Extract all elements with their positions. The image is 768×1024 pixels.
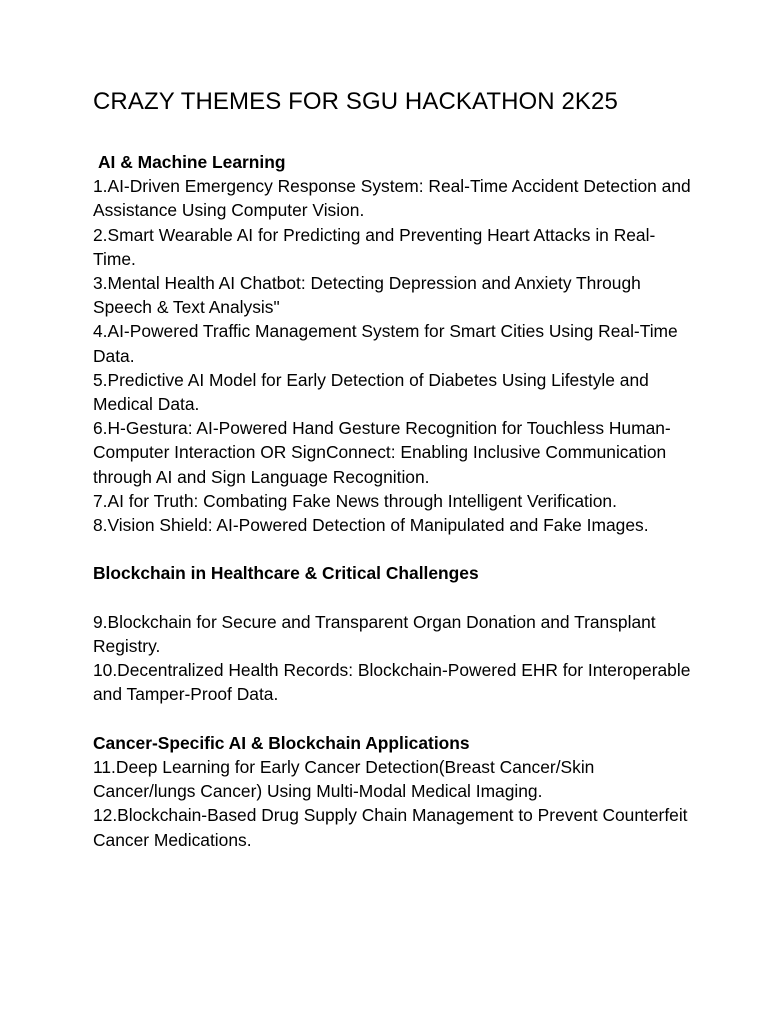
list-item: 3.Mental Health AI Chatbot: Detecting Depression and Anxiety Through Speech & Text Analysis" [93,273,641,318]
list-item: 11.Deep Learning for Early Cancer Detection(Breast Cancer/Skin Cancer/lungs Cancer) Using Multi-Modal Medical Imaging. [93,757,595,802]
list-item: 10.Decentralized Health Records: Blockchain-Powered EHR for Interoperable and Tamper-Proof Data. [93,660,691,705]
list-item: 2.Smart Wearable AI for Predicting and Preventing Heart Attacks in Real-Time. [93,224,656,269]
spacer [93,586,693,610]
spacer [93,537,693,561]
section-heading-ai-ml: AI & Machine Learning [98,152,286,172]
section-heading-cancer-ai-blockchain: Cancer-Specific AI & Blockchain Applications [93,732,470,753]
document-body [93,150,693,852]
list-item: 9.Blockchain for Secure and Transparent Organ Donation and Transplant Registry. [93,611,656,657]
section-heading-blockchain-healthcare: Blockchain in Healthcare & Critical Challenges [93,563,479,584]
list-item: 6.H-Gestura: AI-Powered Hand Gesture Recognition for Touchless Human-Computer Interaction OR SignConnect: Enabling Inclusive Communication through AI and Sign Language Recognition. [93,418,671,487]
list-item: 5.Predictive AI Model for Early Detection of Diabetes Using Lifestyle and Medical Data. [93,369,649,415]
page-title: CRAZY THEMES FOR SGU HACKATHON 2K25 [93,88,618,115]
list-item: 1.AI-Driven Emergency Response System: Real-Time Accident Detection and Assistance Using Computer Vision. [93,176,691,221]
list-item: 12.Blockchain-Based Drug Supply Chain Management to Prevent Counterfeit Cancer Medications. [93,805,688,850]
spacer [93,707,693,731]
list-item: 8.Vision Shield: AI-Powered Detection of Manipulated and Fake Images. [93,515,649,536]
list-item: 4.AI-Powered Traffic Management System for Smart Cities Using Real-Time Data. [93,321,678,366]
list-item: 7.AI for Truth: Combating Fake News through Intelligent Verification. [93,490,617,511]
